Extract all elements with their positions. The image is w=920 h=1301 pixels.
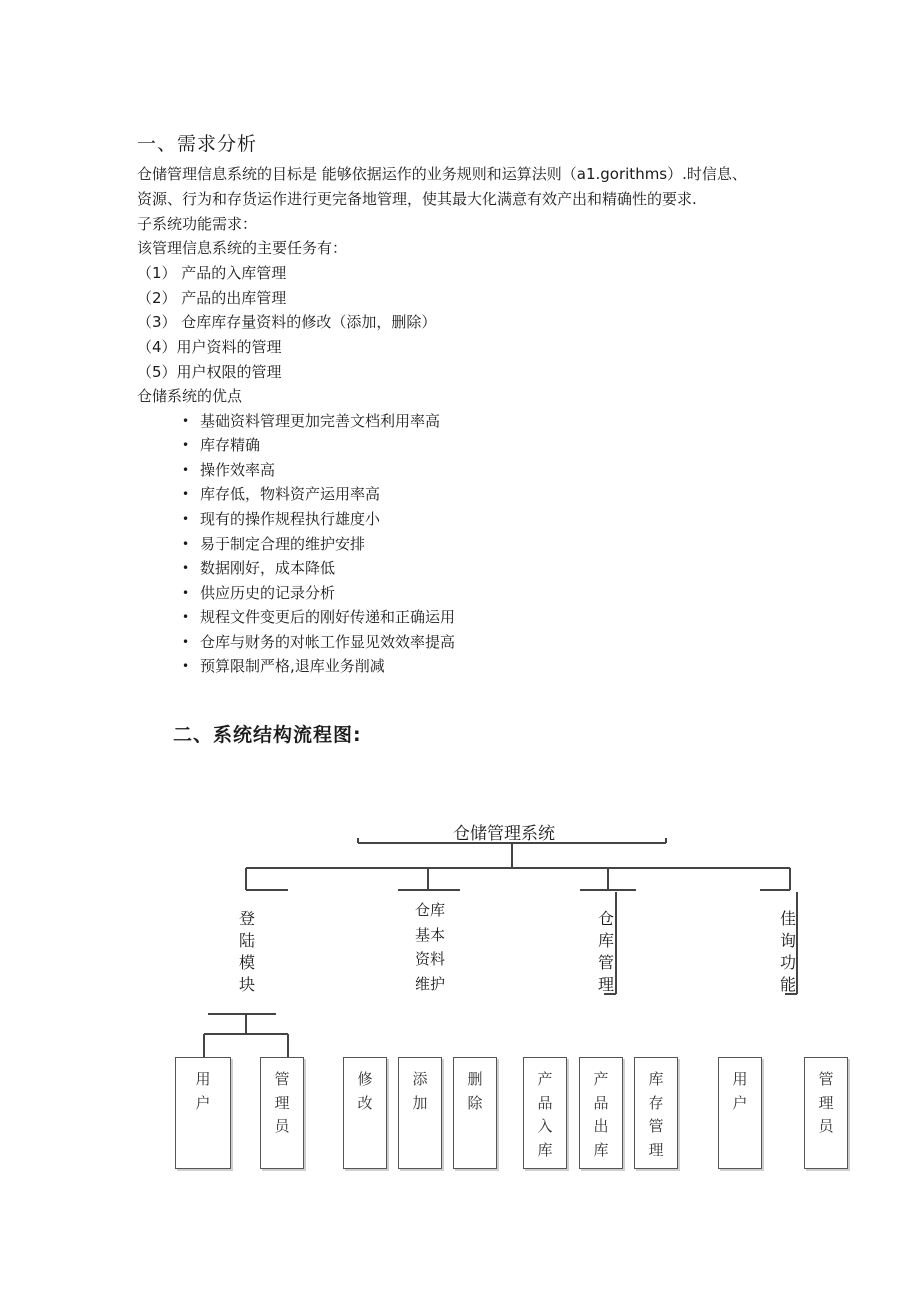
bullet-icon: • (182, 586, 190, 600)
bullet-icon: • (182, 561, 190, 575)
leaf-label: 库存管理 (648, 1070, 664, 1159)
advantage-item: • 操作效率高 (200, 458, 275, 483)
module-basic-data-line: 仓库 (414, 901, 445, 919)
bullet-icon: • (182, 438, 190, 452)
leaf-box (634, 1057, 678, 1169)
bullet-icon: • (182, 537, 190, 551)
advantage-item: • 预算限制严格,退库业务削减 (200, 654, 385, 679)
leaf-box (718, 1057, 762, 1169)
leaf-label: 管理员 (818, 1070, 834, 1135)
bullet-icon: • (182, 487, 190, 501)
task-item: （5）用户权限的管理 (137, 363, 282, 381)
advantage-item: • 库存低，物料资产运用率高 (200, 482, 380, 507)
leaf-box (398, 1057, 442, 1169)
leaf-box (260, 1057, 304, 1169)
bullet-icon: • (182, 610, 190, 624)
leaf-label: 删除 (467, 1070, 483, 1112)
leaf-label: 产品入库 (537, 1070, 553, 1159)
section2-heading: 二、系统结构流程图: (173, 724, 362, 746)
advantage-item: • 规程文件变更后的刚好传递和正确运用 (200, 605, 455, 630)
leaf-box (453, 1057, 497, 1169)
bullet-icon: • (182, 635, 190, 649)
leaf-label: 添加 (412, 1070, 428, 1112)
leaf-label: 产品出库 (593, 1070, 609, 1159)
module-basic-data (410, 898, 450, 996)
advantage-item: • 仓库与财务的对帐工作显见效效率提高 (200, 630, 455, 655)
module-basic-data-line: 基本 (414, 925, 445, 944)
advantage-item: • 库存精确 (200, 433, 260, 458)
advantage-item: • 现有的操作规程执行雄度小 (200, 507, 380, 532)
task-item: （4）用户资料的管理 (137, 338, 282, 356)
bullet-icon: • (182, 414, 190, 428)
section1-heading: 一、需求分析 (137, 133, 258, 155)
module-query: 佳询功能 (779, 909, 796, 994)
module-login: 登陆模块 (238, 909, 255, 994)
tasks-label: 该管理信息系统的主要任务有： (137, 239, 348, 257)
leaf-label: 用户 (732, 1070, 748, 1112)
subsystem-label: 子系统功能需求： (137, 215, 258, 233)
advantages-label: 仓储系统的优点 (137, 387, 243, 405)
bullet-icon: • (182, 659, 190, 673)
module-basic-data-line: 资料 (414, 950, 445, 968)
advantage-item: • 易于制定合理的维护安排 (200, 532, 365, 557)
leaf-box (523, 1057, 567, 1169)
module-warehouse: 仓库管理 (597, 909, 614, 994)
leaf-box (175, 1057, 231, 1169)
module-basic-data-line: 维护 (414, 974, 445, 993)
task-item: （2） 产品的出库管理 (137, 289, 287, 307)
leaf-box (343, 1057, 387, 1169)
leaf-box (579, 1057, 623, 1169)
advantage-item: • 数据刚好，成本降低 (200, 556, 335, 581)
advantage-item: • 供应历史的记录分析 (200, 581, 335, 606)
leaf-label: 修改 (357, 1070, 373, 1112)
task-item: （3） 仓库库存量资料的修改（添加，删除） (137, 313, 437, 331)
intro-line-2: 资源、行为和存货运作进行更完备地管理，使其最大化满意有效产出和精确性的要求. (137, 190, 697, 208)
leaf-box (804, 1057, 848, 1169)
leaf-label: 管理员 (274, 1070, 290, 1135)
leaf-label: 用户 (195, 1070, 211, 1112)
task-item: （1） 产品的入库管理 (137, 264, 287, 282)
intro-line-1: 仓储管理信息系统的目标是 能够依据运作的业务规则和运算法则（a1.gorithms）.时信息、 (137, 165, 747, 183)
diagram-root: 仓储管理系统 (453, 824, 555, 844)
bullet-icon: • (182, 463, 190, 477)
advantage-item: • 基础资料管理更加完善文档利用率高 (200, 409, 440, 434)
bullet-icon: • (182, 512, 190, 526)
